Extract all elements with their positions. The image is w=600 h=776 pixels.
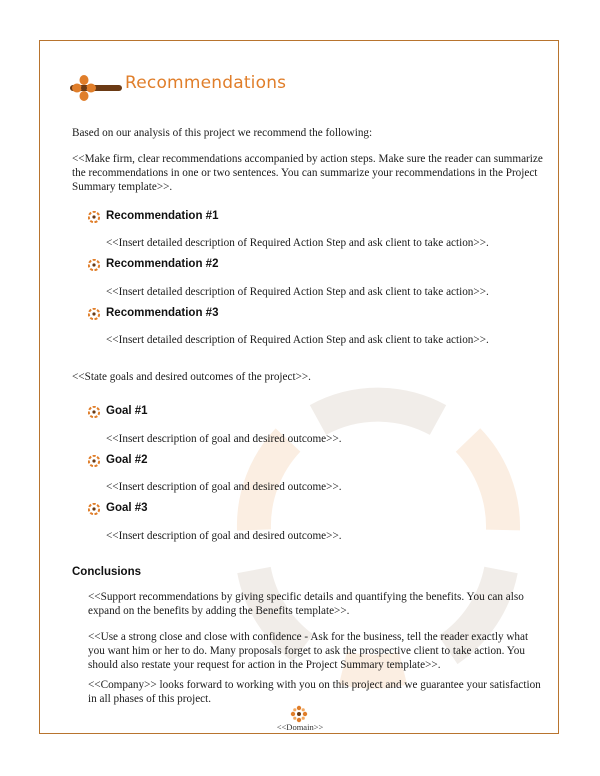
bullet-icon <box>88 406 100 418</box>
recommendation-1-body: <<Insert detailed description of Required Action Step and ask client to take action>>. <box>106 237 489 249</box>
footer-logo-icon <box>290 705 308 723</box>
brand-logo-icon <box>70 74 122 102</box>
page-title: Recommendations <box>125 73 287 93</box>
instructions-text: <<Make firm, clear recommendations accompanied by action steps. Make sure the reader can summarize the recommendations in one or two sentences. You can summarize your recommendations in the Project Summary template>>. <box>72 153 543 193</box>
bullet-icon <box>88 211 100 223</box>
conclusions-paragraph-2: <<Use a strong close and close with confidence - Ask for the business, tell the reader exactly what you want him or her to do. Many proposals forget to ask the prospective client to take action. You should also restate your request for action in the Project Summary template>>. <box>88 631 529 671</box>
goal-1-heading: Goal #1 <box>106 405 148 417</box>
intro-text: Based on our analysis of this project we recommend the following: <box>72 127 373 139</box>
bullet-icon <box>88 308 100 320</box>
goal-3-body: <<Insert description of goal and desired outcome>>. <box>106 530 342 542</box>
goal-3-heading: Goal #3 <box>106 502 148 514</box>
goal-1-body: <<Insert description of goal and desired outcome>>. <box>106 433 342 445</box>
bullet-icon <box>88 455 100 467</box>
recommendation-2-body: <<Insert detailed description of Required Action Step and ask client to take action>>. <box>106 286 489 298</box>
conclusions-paragraph-1: <<Support recommendations by giving specific details and quantifying the benefits. You can also expand on the benefits by adding the Benefits template>>. <box>88 591 524 617</box>
recommendation-2-heading: Recommendation #2 <box>106 258 219 270</box>
recommendation-3-heading: Recommendation #3 <box>106 307 219 319</box>
goal-2-heading: Goal #2 <box>106 454 148 466</box>
bullet-icon <box>88 259 100 271</box>
recommendation-1-heading: Recommendation #1 <box>106 210 219 222</box>
recommendation-3-body: <<Insert detailed description of Required Action Step and ask client to take action>>. <box>106 334 489 346</box>
conclusions-paragraph-3: <<Company>> looks forward to working with you on this project and we guarantee your satisfaction in all phases of this project. <box>88 679 541 705</box>
footer-domain: <<Domain>> <box>276 722 324 732</box>
goal-2-body: <<Insert description of goal and desired outcome>>. <box>106 481 342 493</box>
goals-intro-text: <<State goals and desired outcomes of the project>>. <box>72 371 311 383</box>
conclusions-heading: Conclusions <box>72 566 142 578</box>
bullet-icon <box>88 503 100 515</box>
